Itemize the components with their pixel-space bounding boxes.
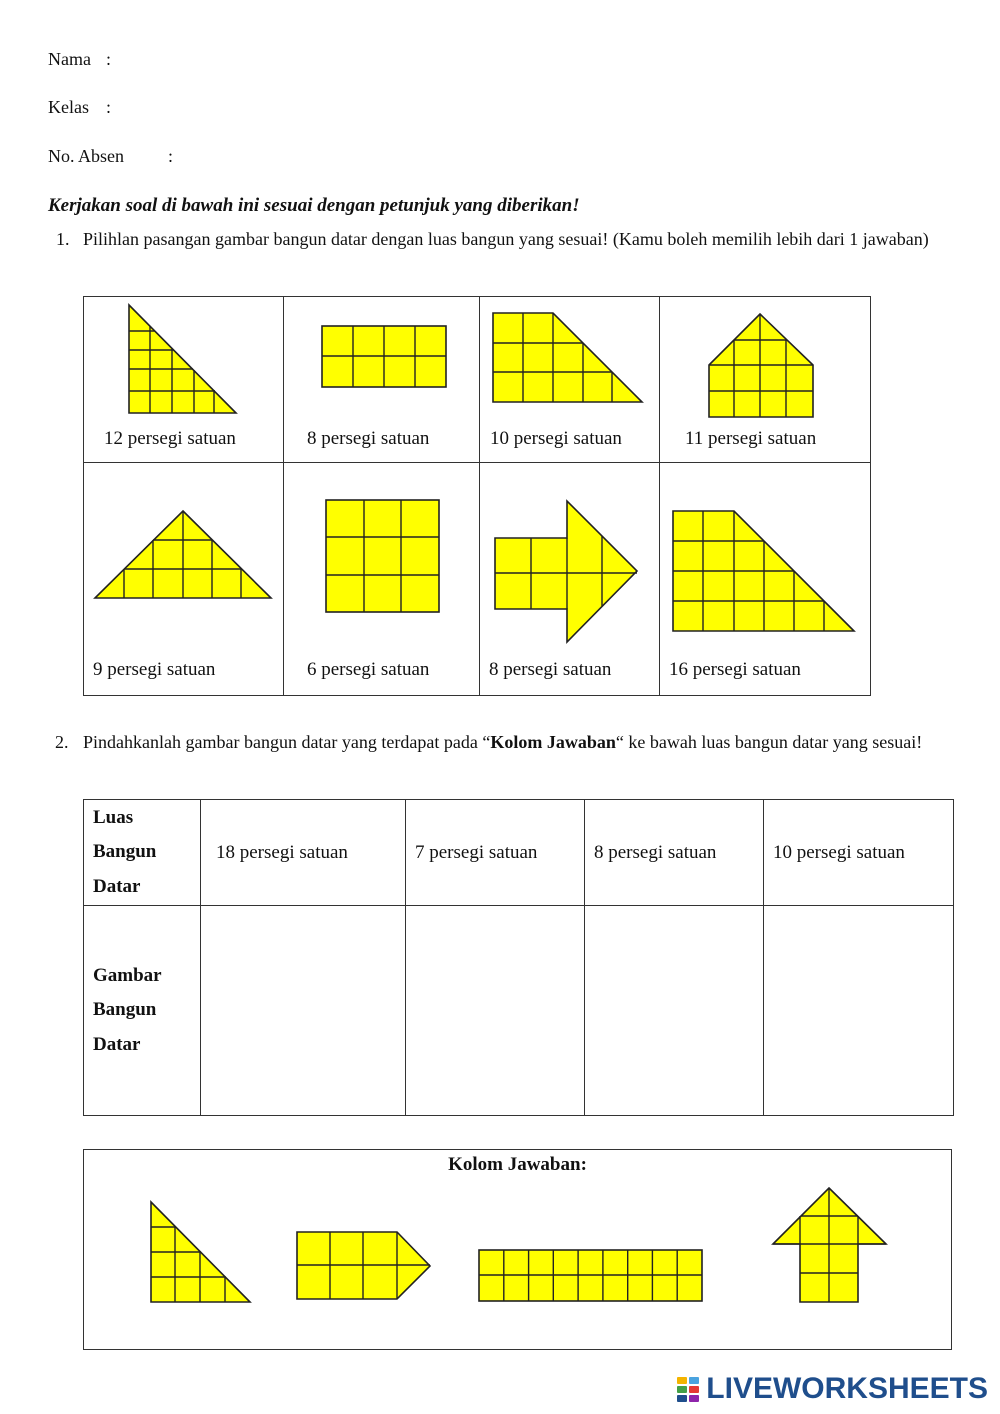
q2-answer-table: [83, 799, 954, 1116]
draggable-long-rectangle[interactable]: [478, 1249, 704, 1303]
q2-text: [83, 725, 963, 759]
row-header-gambar: Gambar Bangun Datar: [84, 906, 201, 1116]
isosceles-triangle-shape: [94, 510, 274, 600]
q1-cell-3-label: 10 persegi satuan: [490, 428, 622, 449]
q1-cell-3[interactable]: [480, 297, 660, 463]
nama-label: Nama: [48, 49, 91, 69]
q1-cell-7[interactable]: [480, 463, 660, 696]
absen-label: No. Absen: [48, 146, 124, 166]
q1-cell-8-label: 16 persegi satuan: [669, 659, 801, 680]
column-header: 10 persegi satuan: [764, 800, 954, 906]
q2-text-after: “ ke bawah luas bangun datar yang sesuai!: [615, 732, 923, 752]
drop-zone-10[interactable]: [764, 906, 954, 1116]
q2-number: 2.: [55, 732, 69, 752]
liveworksheets-logo-icon: [676, 1375, 700, 1403]
q1-text: Pilihlan pasangan gambar bangun datar dengan luas bangun yang sesuai! (Kamu boleh memilih lebih dari 1 jawaban): [83, 229, 929, 249]
drop-zone-18[interactable]: [201, 906, 406, 1116]
liveworksheets-logo[interactable]: [676, 1372, 988, 1406]
q1-cell-8[interactable]: [660, 463, 871, 696]
q1-number: 1.: [56, 229, 70, 249]
arrow-shape: [494, 500, 640, 644]
draggable-arrow[interactable]: [296, 1231, 432, 1303]
trapezoid-shape: [492, 312, 644, 404]
absen-field: [48, 146, 174, 167]
q1-cell-4-label: 11 persegi satuan: [685, 428, 817, 449]
answer-box: [83, 1149, 952, 1350]
draggable-right-triangle[interactable]: [150, 1201, 252, 1303]
q1-cell-2[interactable]: [284, 297, 480, 463]
q1-cell-4[interactable]: [660, 297, 871, 463]
nama-field: [48, 49, 112, 70]
instruction: Kerjakan soal di bawah ini sesuai dengan petunjuk yang diberikan!: [48, 195, 580, 216]
rectangle-shape: [321, 325, 447, 389]
liveworksheets-logo-text: LIVEWORKSHEETS: [706, 1372, 988, 1405]
q1-cell-5[interactable]: [84, 463, 284, 696]
answer-box-title: Kolom Jawaban:: [448, 1154, 587, 1175]
house-shape: [706, 313, 816, 419]
kelas-label: Kelas: [48, 97, 89, 117]
q1-cell-7-label: 8 persegi satuan: [489, 659, 612, 680]
column-header: 7 persegi satuan: [406, 800, 585, 906]
right-triangle-shape: [128, 304, 238, 414]
q1-cell-1-label: 12 persegi satuan: [104, 428, 236, 449]
q1-shape-table: [83, 296, 871, 696]
q1-cell-2-label: 8 persegi satuan: [307, 428, 430, 449]
q1-cell-5-label: 9 persegi satuan: [93, 659, 216, 680]
q1-cell-1[interactable]: [84, 297, 284, 463]
kelas-field: [48, 97, 112, 118]
nama-colon: :: [106, 49, 112, 69]
q1-cell-6-label: 6 persegi satuan: [307, 659, 430, 680]
q2-text-before: Pindahkanlah gambar bangun datar yang terdapat pada “: [83, 732, 491, 752]
large-trapezoid-shape: [672, 510, 856, 634]
drop-zone-7[interactable]: [406, 906, 585, 1116]
drop-zone-8[interactable]: [585, 906, 764, 1116]
row-header-luas: Luas Bangun Datar: [84, 800, 201, 906]
q2-text-bold: Kolom Jawaban: [490, 732, 616, 752]
square-shape: [325, 499, 441, 614]
kelas-colon: :: [106, 97, 112, 117]
draggable-house[interactable]: [772, 1187, 888, 1303]
column-header: 18 persegi satuan: [201, 800, 406, 906]
absen-colon: :: [168, 146, 174, 166]
q1-cell-6[interactable]: [284, 463, 480, 696]
column-header: 8 persegi satuan: [585, 800, 764, 906]
